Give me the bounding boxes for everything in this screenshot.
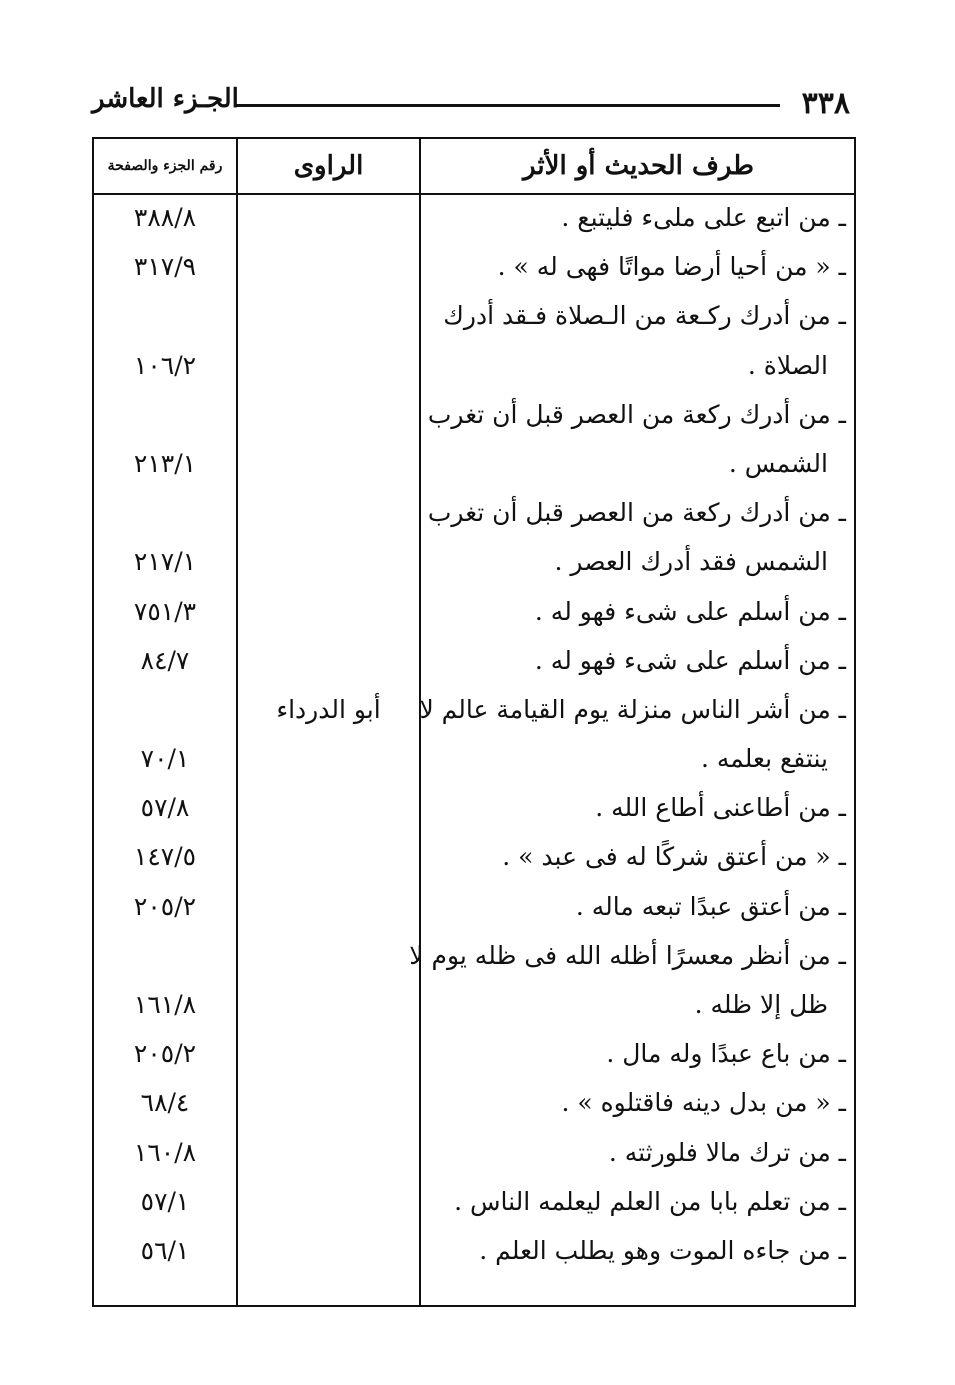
header-divider	[94, 193, 854, 195]
hadith-text: ـ من أشر الناس منزلة يوم القيامة عالم لا	[419, 694, 846, 724]
hadith-text: ـ « من أحيا أرضا مواتًا فهى له » .	[497, 252, 846, 282]
table-row	[94, 789, 854, 838]
table-row	[94, 1232, 854, 1281]
hadith-text: ـ من أسلم على شىء فهو له .	[534, 596, 846, 626]
table-row	[94, 1035, 854, 1084]
reference-cell: ٣١٧/٩	[133, 252, 197, 282]
hadith-text: ـ من اتبع على ملىء فليتبع .	[561, 203, 846, 232]
reference-cell: ٢٠٥/٢	[133, 1039, 197, 1069]
reference-cell: ١٤٧/٥	[133, 842, 197, 872]
hadith-text: ـ « من أعتق شركًا له فى عبد » .	[502, 842, 846, 872]
page-number: ٣٣٨	[801, 86, 850, 121]
table-row	[94, 1084, 854, 1133]
table-row	[94, 347, 854, 396]
reference-cell: ١٠٦/٢	[133, 350, 197, 380]
reference-cell: ٧٥١/٣	[133, 596, 197, 626]
hadith-text: الشمس .	[728, 448, 828, 478]
reference-cell: ١٦٠/٨	[133, 1137, 197, 1167]
volume-title: الجـزء العاشر	[92, 84, 239, 114]
table-row	[94, 642, 854, 691]
table-row	[94, 543, 854, 592]
reference-cell: ٥٧/٨	[140, 793, 190, 823]
hadith-index-table	[92, 137, 856, 1307]
table-row	[94, 494, 854, 543]
table-row	[94, 593, 854, 642]
hadith-text: ـ من تعلم بابا من العلم ليعلمه الناس .	[454, 1186, 846, 1216]
hadith-text: ينتفع بعلمه .	[701, 744, 828, 774]
column-header-reference: رقم الجزء والصفحة	[107, 158, 223, 174]
narrator-cell: أبو الدرداء	[276, 694, 381, 724]
hadith-text: ـ من أدرك ركعة من العصر قبل أن تغرب	[427, 498, 846, 528]
table-body	[94, 199, 854, 1281]
reference-cell: ٢٠٥/٢	[133, 891, 197, 921]
page-header	[92, 78, 862, 128]
reference-cell: ٦٨/٤	[140, 1088, 190, 1118]
reference-cell: ٥٧/١	[140, 1186, 190, 1216]
table-row	[94, 396, 854, 445]
hadith-text: ـ من أسلم على شىء فهو له .	[534, 645, 846, 675]
reference-cell: ٣٨٨/٨	[133, 203, 197, 232]
table-row	[94, 1183, 854, 1232]
reference-cell: ٢١٣/١	[133, 448, 197, 478]
hadith-text: ـ من أدرك ركعة من العصر قبل أن تغرب	[427, 399, 846, 429]
header-rule	[234, 104, 780, 107]
table-row	[94, 1134, 854, 1183]
reference-cell: ٧٠/١	[140, 744, 190, 774]
table-row	[94, 888, 854, 937]
hadith-text: ـ من جاءه الموت وهو يطلب العلم .	[479, 1235, 846, 1265]
table-row	[94, 248, 854, 297]
reference-cell: ٢١٧/١	[133, 547, 197, 577]
column-header-narrator: الراوى	[293, 151, 364, 181]
table-row	[94, 937, 854, 986]
hadith-text: ـ من ترك مالا فلورثته .	[608, 1137, 846, 1167]
table-row	[94, 691, 854, 740]
reference-cell: ٥٦/١	[140, 1235, 190, 1265]
table-row	[94, 838, 854, 887]
hadith-text: الصلاة .	[747, 350, 828, 380]
table-row	[94, 986, 854, 1035]
hadith-text: ـ من أعتق عبدًا تبعه ماله .	[575, 891, 846, 921]
table-row	[94, 445, 854, 494]
hadith-text: ـ « من بدل دينه فاقتلوه » .	[561, 1088, 846, 1118]
table-row	[94, 297, 854, 346]
hadith-text: ـ من أطاعنى أطاع الله .	[595, 793, 846, 823]
hadith-text: ظل إلا ظله .	[694, 990, 828, 1019]
table-row	[94, 199, 854, 248]
hadith-text: ـ من أدرك ركـعة من الـصلاة فـقد أدرك	[443, 301, 846, 331]
reference-cell: ١٦١/٨	[133, 990, 197, 1019]
column-header-hadith: طرف الحديث أو الأثر	[523, 151, 754, 181]
hadith-text: ـ من باع عبدًا وله مال .	[606, 1039, 846, 1069]
hadith-text: ـ من أنظر معسرًا أظله الله فى ظله يوم لا	[409, 940, 846, 970]
reference-cell: ٨٤/٧	[140, 645, 190, 675]
table-row	[94, 740, 854, 789]
hadith-text: الشمس فقد أدرك العصر .	[554, 547, 828, 577]
